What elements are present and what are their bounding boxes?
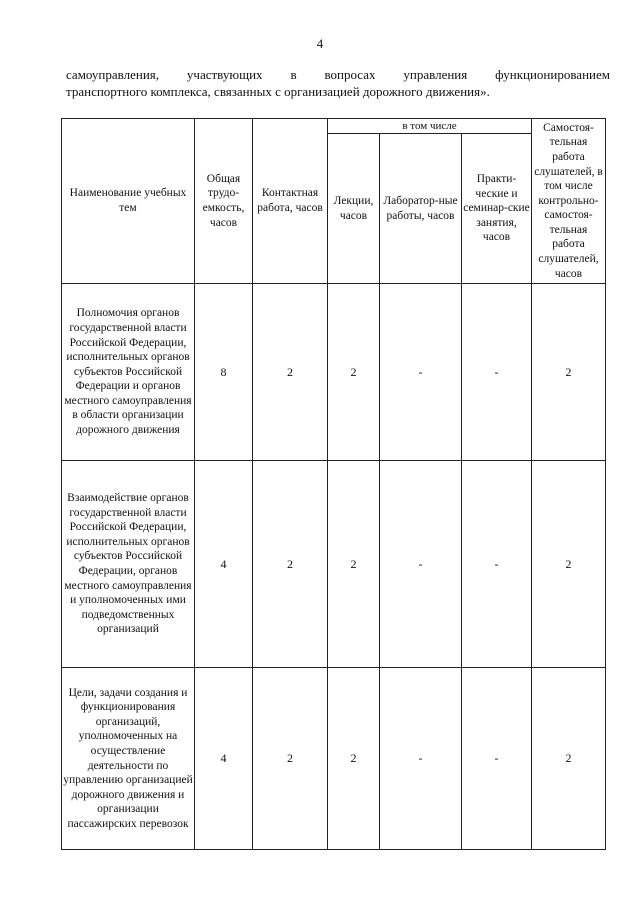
curriculum-table xyxy=(61,118,606,850)
total-hours-cell: 8 xyxy=(195,284,253,461)
contact-hours-cell: 2 xyxy=(253,284,328,461)
topic-cell: Цели, задачи создания и функционирования организаций, уполномоченных на осуществление деятельности по управлению организацией дорожного движения и организации пассажирских перевозок xyxy=(62,668,195,850)
labs-cell: - xyxy=(380,461,462,668)
labs-cell: - xyxy=(380,668,462,850)
intro-line-2: транспортного комплекса, связанных с организацией дорожного движения». xyxy=(66,84,490,99)
intro-paragraph xyxy=(66,66,610,100)
intro-line-1: самоуправления, участвующих в вопросах управления функционированием xyxy=(66,67,610,82)
total-hours-cell: 4 xyxy=(195,461,253,668)
practice-cell: - xyxy=(462,284,532,461)
header-independent-work: Самостоя-тельная работа слушателей, в том числе контрольно-самостоя-тельная работа слушателей, часов xyxy=(532,119,606,284)
contact-hours-cell: 2 xyxy=(253,461,328,668)
independent-cell: 2 xyxy=(532,461,606,668)
header-topic-name: Наименование учебных тем xyxy=(62,119,195,284)
practice-cell: - xyxy=(462,668,532,850)
header-contact-hours: Контактная работа, часов xyxy=(253,119,328,284)
independent-cell: 2 xyxy=(532,284,606,461)
lectures-cell: 2 xyxy=(328,668,380,850)
header-labs: Лаборатор-ные работы, часов xyxy=(380,134,462,284)
lectures-cell: 2 xyxy=(328,284,380,461)
table-row xyxy=(62,461,606,668)
topic-cell: Взаимодействие органов государственной власти Российской Федерации, исполнительных органов субъектов Российской Федерации, органов местного самоуправления и уполномоченных ими подведомственных организаций xyxy=(62,461,195,668)
header-practice: Практи-ческие и семинар-ские занятия, часов xyxy=(462,134,532,284)
topic-cell: Полномочия органов государственной власти Российской Федерации, исполнительных органов субъектов Российской Федерации и органов местного самоуправления в области организации дорожного движения xyxy=(62,284,195,461)
table-row xyxy=(62,668,606,850)
practice-cell: - xyxy=(462,461,532,668)
header-total-hours: Общая трудо-емкость, часов xyxy=(195,119,253,284)
lectures-cell: 2 xyxy=(328,461,380,668)
contact-hours-cell: 2 xyxy=(253,668,328,850)
table-row xyxy=(62,284,606,461)
total-hours-cell: 4 xyxy=(195,668,253,850)
page-number: 4 xyxy=(316,36,324,51)
independent-cell: 2 xyxy=(532,668,606,850)
header-lectures: Лекции, часов xyxy=(328,134,380,284)
labs-cell: - xyxy=(380,284,462,461)
header-including: в том числе xyxy=(328,119,532,134)
